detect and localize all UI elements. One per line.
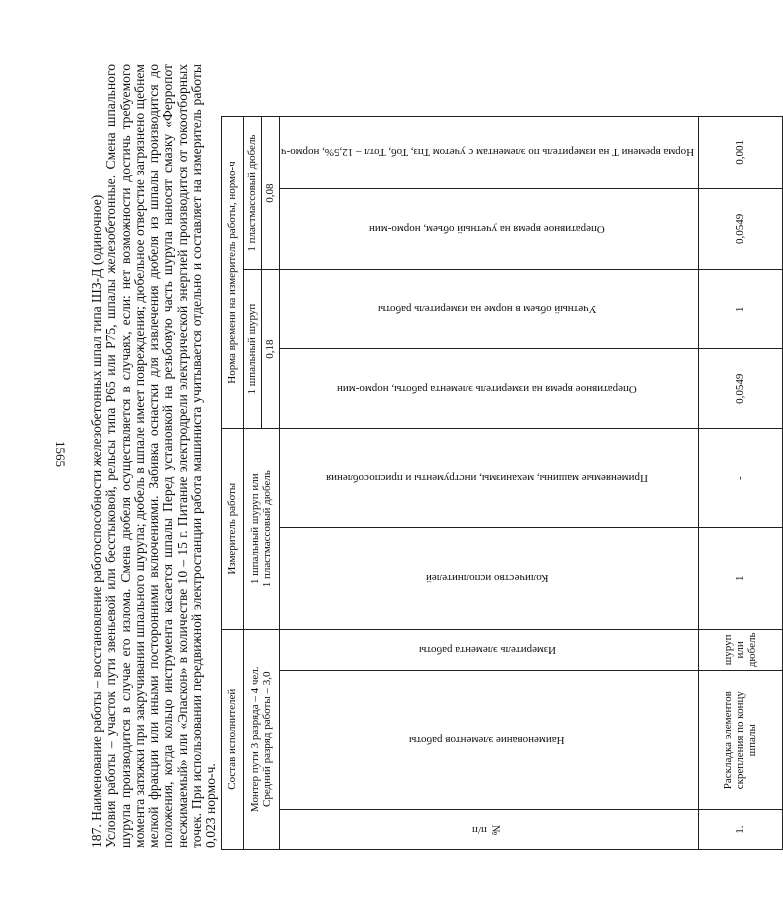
row-norm: 0,001 bbox=[698, 117, 782, 189]
sostav-line-2: Средний разряд работы – 3,0 bbox=[261, 671, 274, 808]
rotated-page-content bbox=[89, 60, 759, 850]
header-sostav: Состав исполнителей bbox=[221, 629, 243, 849]
row-op2: 0,0549 bbox=[698, 188, 782, 270]
izmeritel-line-2: 1 пластмассовый дюбель bbox=[261, 470, 274, 588]
col-meter: Измеритель элемента работы bbox=[279, 629, 698, 671]
row-op1: 0,0549 bbox=[698, 349, 782, 429]
col-op1: Оперативное время на измеритель элемента работы, нормо-мин bbox=[279, 349, 698, 429]
row-machines: - bbox=[698, 428, 782, 527]
page-number: 1565 bbox=[53, 441, 68, 467]
col-machines: Применяемые машины, механизмы, инструменты и приспособления bbox=[279, 428, 698, 527]
col-num: № п/п bbox=[279, 810, 698, 850]
work-conditions: Условия работы – участок пути звеньевой или бесстыковой, рельсы типа Р65 или Р75, шпалы железобетонные. Смена шпального шурупа производится в случае его излома. Смена дюбеля осуществляется в случаях, если: нет возможности достичь требуемого момента затяжки при закручивании шпального шурупа; дюбель в шпале имеет повреждения; дюбельное отверстие загрязнено щебнем мелкой фракции или иными посторонними включениями. Забивка оснастки для извлечения дюбеля из шпалы производится до положения, когда кольцо инструмента касается шпалы Перед установкой на резьбовую часть шурупа наносят смазку «Ферропот несжимаемый» или «Эпаскон» в количестве 10 – 15 г. Питание электродрели электрической энергией производится от токоотборных точек. При использовании передвижной электростанции работа машиниста учитывается отдельно и составляет на измеритель работы 0,023 нормо-ч. bbox=[103, 64, 219, 848]
norm-title: 187. Наименование работы – восстановление работоспособности железобетонных шпал типа ШЗ-Д (одиночное) bbox=[89, 194, 104, 848]
sostav-line-1: Монтер пути 3 разряда – 4 чел. bbox=[249, 666, 262, 813]
norma-dubel-value: 0,08 bbox=[261, 117, 279, 270]
row-name: Раскладка элементов скрепления по концу шпалы bbox=[698, 671, 782, 810]
header-izmeritel: Измеритель работы bbox=[221, 428, 243, 629]
izmeritel-line-1: 1 шпальный шуруп или bbox=[249, 473, 262, 585]
row-meter: шуруп или дюбель bbox=[698, 629, 782, 671]
norm-table bbox=[221, 116, 783, 850]
col-op2: Оперативное время на учетный объем, нормо-мин bbox=[279, 188, 698, 270]
norma-shurup-label: 1 шпальный шуруп bbox=[243, 270, 261, 429]
table-row bbox=[698, 117, 782, 850]
col-name: Наименование элементов работы bbox=[279, 671, 698, 810]
row-count: 1 bbox=[698, 528, 782, 629]
header-norma: Норма времени на измеритель работы, нормо-ч bbox=[221, 117, 243, 429]
row-num: 1. bbox=[698, 810, 782, 850]
col-count: Количество исполнителей bbox=[279, 528, 698, 629]
sostav-cell bbox=[243, 629, 279, 849]
norma-shurup-value: 0,18 bbox=[261, 270, 279, 429]
col-norm: Норма времени Т на измеритель по элементам с учетом Тпз, Тоб, Тотл – 12,5%, нормо-ч bbox=[279, 117, 698, 189]
row-vol: 1 bbox=[698, 270, 782, 349]
izmeritel-cell bbox=[243, 428, 279, 629]
norma-dubel-label: 1 пластмассовый дюбель bbox=[243, 117, 261, 270]
col-vol: Учетный объем в норме на измеритель работы bbox=[279, 270, 698, 349]
